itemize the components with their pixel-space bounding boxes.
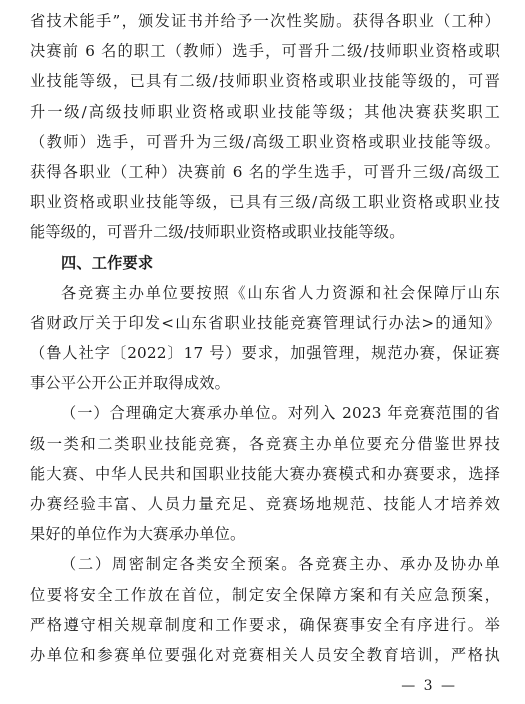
text-line: 省财政厅关于印发<山东省职业技能竞赛管理试行办法>的通知》 — [30, 313, 500, 332]
text-line: 职业资格或职业技能等级，已具有三级/高级工职业资格或职业技 — [30, 193, 500, 212]
text-line: 严格遵守相关规章制度和工作要求，确保赛事安全有序进行。举 — [30, 615, 500, 634]
text-line: 获得各职业（工种）决赛前 6 名的学生选手，可晋升三级/高级工 — [30, 162, 500, 181]
text-line: 能大赛、中华人民共和国职业技能大赛办赛模式和办赛要求，选择 — [30, 464, 500, 483]
page-number: — 3 — — [401, 678, 457, 694]
text-line: 级一类和二类职业技能竞赛，各竞赛主办单位要充分借鉴世界技 — [30, 434, 500, 453]
text-line: 升一级/高级技师职业资格或职业技能等级；其他决赛获奖职工 — [30, 102, 500, 121]
text-line: 果好的单位作为大赛承办单位。 — [30, 525, 246, 544]
text-line: 业技能等级，已具有二级/技师职业资格或职业技能等级的，可晋 — [30, 72, 500, 91]
text-line: 事公平公开公正并取得成效。 — [30, 374, 231, 393]
text-line: 能等级的，可晋升二级/技师职业资格或职业技能等级。 — [30, 223, 405, 242]
text-line: 办单位和参赛单位要强化对竞赛相关人员安全教育培训，严格执 — [30, 645, 500, 664]
paragraph-awards — [30, 6, 500, 248]
text-line: （教师）选手，可晋升为三级/高级工职业资格或职业技能等级。 — [30, 132, 500, 151]
section-heading — [30, 248, 500, 278]
paragraph-requirements — [30, 278, 500, 399]
text-line: 省技术能手”，颁发证书并给予一次性奖励。获得各职业（工种） — [30, 12, 500, 30]
text-line: 办赛经验丰富、人员力量充足、竞赛场地规范、技能人才培养效 — [30, 495, 500, 513]
text-line: 位要将安全工作放在首位，制定安全保障方案和有关应急预案， — [30, 585, 500, 604]
document-body — [30, 6, 500, 670]
text-line: 决赛前 6 名的职工（教师）选手，可晋升二级/技师职业资格或职 — [30, 42, 500, 61]
text-line: （一）合理确定大赛承办单位。对列入 2023 年竞赛范围的省 — [61, 404, 500, 423]
text-line: （二）周密制定各类安全预案。各竞赛主办、承办及协办单 — [61, 555, 500, 574]
heading-text: 四、工作要求 — [61, 253, 154, 272]
paragraph-safety-plan — [30, 549, 500, 670]
paragraph-host-unit — [30, 398, 500, 549]
text-line: 各竞赛主办单位要按照《山东省人力资源和社会保障厅山东 — [61, 283, 500, 302]
text-line: （鲁人社字〔2022〕17 号）要求，加强管理，规范办赛，保证赛 — [30, 344, 500, 363]
